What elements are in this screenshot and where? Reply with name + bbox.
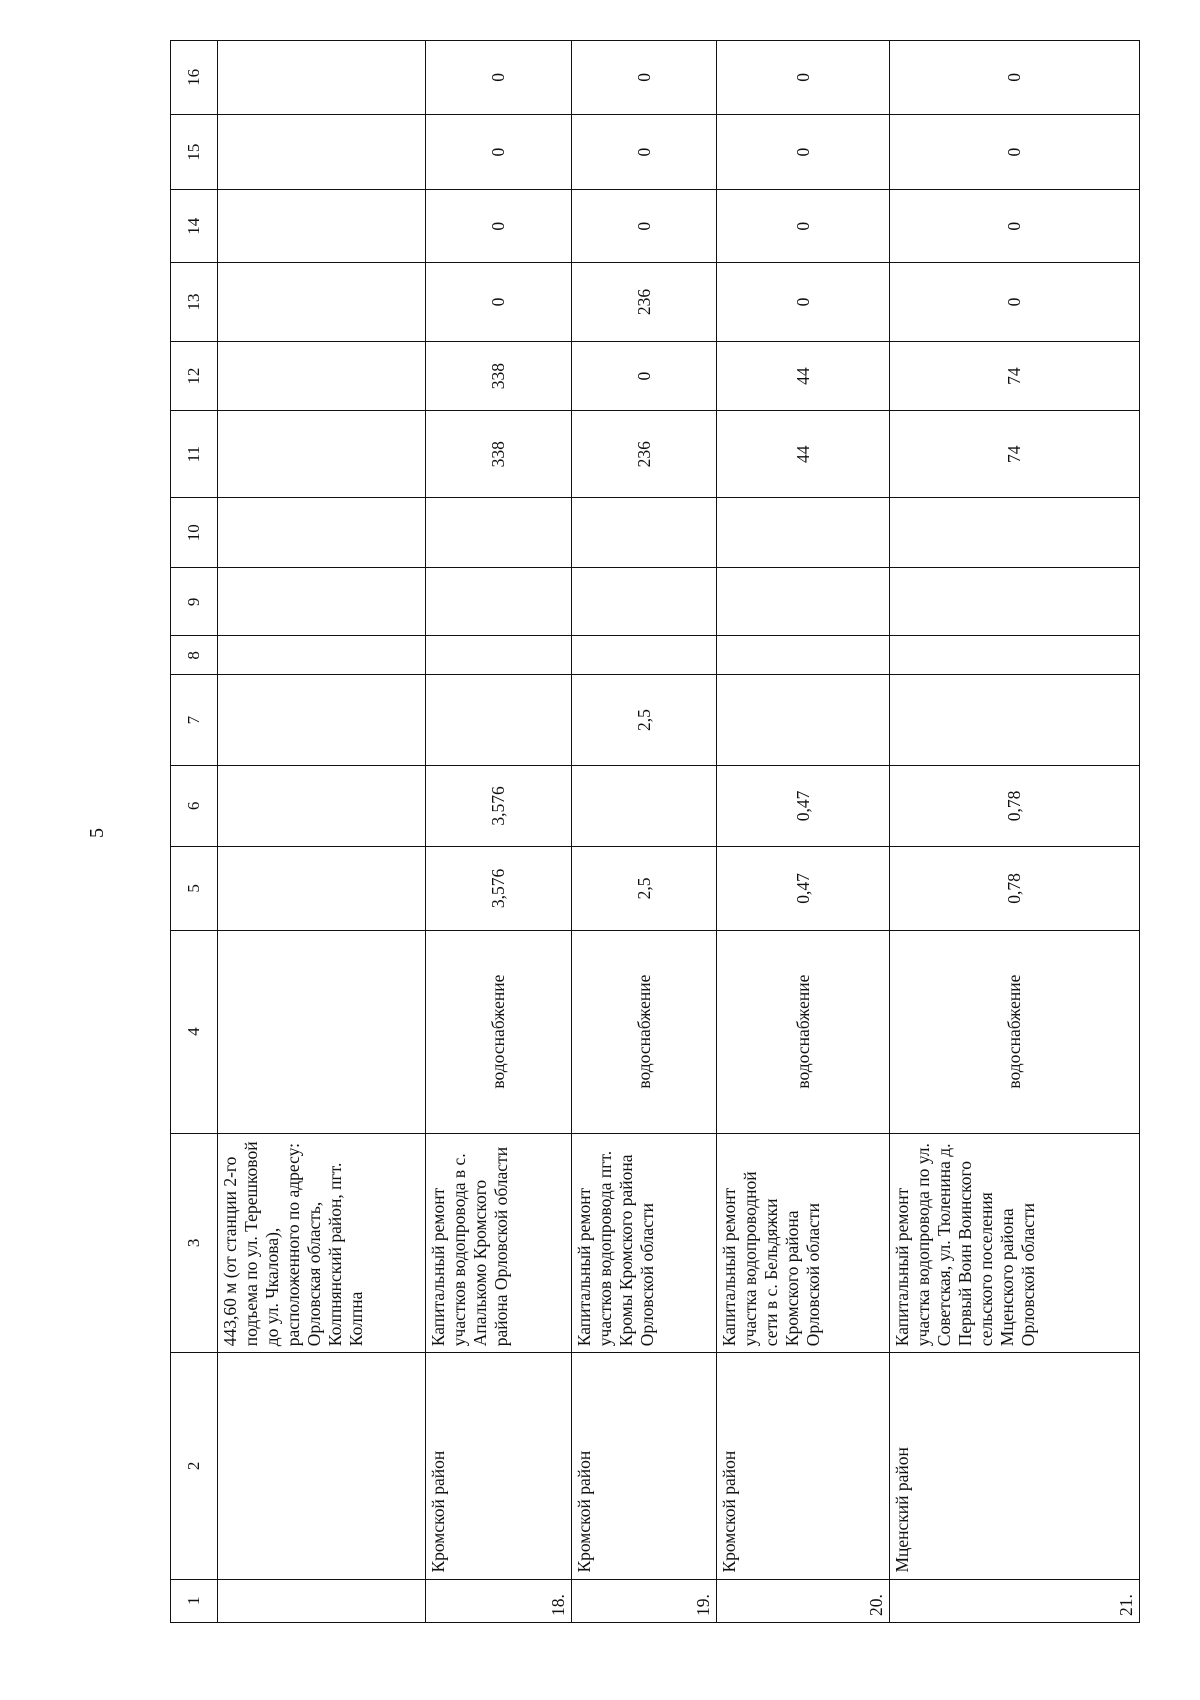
value-cell xyxy=(571,498,717,568)
value-cell: 0 xyxy=(890,114,1140,190)
value-cell xyxy=(717,675,890,765)
service-type-cell: водоснабжение xyxy=(890,930,1140,1133)
column-header: 11 xyxy=(171,411,218,498)
district-cell: Кромской район xyxy=(425,1353,571,1579)
value-cell xyxy=(571,568,717,636)
object-description-cell: Капитальный ремонт участка водопроводной сети в с. Бельдяжки Кромского района Орловской области xyxy=(717,1133,890,1353)
value-cell: 3,576 xyxy=(425,765,571,846)
value-cell: 0 xyxy=(717,190,890,262)
service-type-cell: водоснабжение xyxy=(571,930,717,1133)
column-header: 12 xyxy=(171,342,218,411)
row-number-cell: 21. xyxy=(890,1579,1140,1622)
value-cell: 236 xyxy=(571,411,717,498)
value-cell: 338 xyxy=(425,342,571,411)
column-header: 5 xyxy=(171,847,218,931)
value-cell: 0,78 xyxy=(890,765,1140,846)
value-cell: 0 xyxy=(571,41,717,115)
value-cell xyxy=(217,847,425,931)
value-cell xyxy=(425,568,571,636)
object-description-cell: Капитальный ремонт участков водопровода в с. Апалькомо Кромского района Орловской области xyxy=(425,1133,571,1353)
column-header: 1 xyxy=(171,1579,218,1622)
value-cell: 2,5 xyxy=(571,675,717,765)
value-cell: 0 xyxy=(425,114,571,190)
value-cell xyxy=(717,498,890,568)
value-cell xyxy=(217,114,425,190)
value-cell xyxy=(217,675,425,765)
value-cell: 2,5 xyxy=(571,847,717,931)
table-row xyxy=(425,41,571,1623)
value-cell: 74 xyxy=(890,411,1140,498)
column-header: 3 xyxy=(171,1133,218,1353)
value-cell xyxy=(217,262,425,341)
value-cell xyxy=(890,636,1140,675)
column-header: 13 xyxy=(171,262,218,341)
value-cell: 0,78 xyxy=(890,847,1140,931)
value-cell xyxy=(571,765,717,846)
page-number: 5 xyxy=(86,828,108,838)
value-cell: 0 xyxy=(425,190,571,262)
value-cell: 0,47 xyxy=(717,765,890,846)
value-cell xyxy=(890,675,1140,765)
table-row xyxy=(571,41,717,1623)
value-cell: 0 xyxy=(425,41,571,115)
column-header: 15 xyxy=(171,114,218,190)
column-header: 7 xyxy=(171,675,218,765)
district-cell: Мценский район xyxy=(890,1353,1140,1579)
value-cell xyxy=(425,636,571,675)
value-cell: 0 xyxy=(717,41,890,115)
value-cell: 0,47 xyxy=(717,847,890,931)
column-header: 6 xyxy=(171,765,218,846)
service-type-cell: водоснабжение xyxy=(425,930,571,1133)
table-row xyxy=(890,41,1140,1623)
value-cell: 44 xyxy=(717,342,890,411)
row-number-cell: 19. xyxy=(571,1579,717,1622)
row-number-cell xyxy=(217,1579,425,1622)
value-cell xyxy=(217,765,425,846)
table-row xyxy=(217,41,425,1623)
column-number-row xyxy=(171,41,218,1623)
value-cell: 44 xyxy=(717,411,890,498)
value-cell: 0 xyxy=(717,262,890,341)
rotated-table-container xyxy=(170,40,1140,1623)
row-number-cell: 18. xyxy=(425,1579,571,1622)
value-cell xyxy=(890,498,1140,568)
object-description-cell: Капитальный ремонт участков водопровода пгт. Кромы Кромского района Орловской области xyxy=(571,1133,717,1353)
value-cell: 338 xyxy=(425,411,571,498)
column-header: 8 xyxy=(171,636,218,675)
value-cell: 3,576 xyxy=(425,847,571,931)
value-cell: 0 xyxy=(571,190,717,262)
value-cell xyxy=(717,568,890,636)
district-cell: Кромской район xyxy=(717,1353,890,1579)
service-type-cell xyxy=(217,930,425,1133)
district-cell: Кромской район xyxy=(571,1353,717,1579)
table-row xyxy=(717,41,890,1623)
object-description-cell: 443,60 м (от станции 2-го подъема по ул. Терешковой до ул. Чкалова), расположенного по адресу: Орловская область, Колпнянский район, пгт. Колпна xyxy=(217,1133,425,1353)
value-cell xyxy=(890,568,1140,636)
value-cell xyxy=(217,190,425,262)
value-cell: 0 xyxy=(890,41,1140,115)
value-cell xyxy=(217,636,425,675)
service-type-cell: водоснабжение xyxy=(717,930,890,1133)
value-cell: 0 xyxy=(890,262,1140,341)
column-header: 16 xyxy=(171,41,218,115)
value-cell xyxy=(217,568,425,636)
district-cell xyxy=(217,1353,425,1579)
table-body xyxy=(171,41,1140,1623)
column-header: 2 xyxy=(171,1353,218,1579)
value-cell xyxy=(717,636,890,675)
value-cell: 0 xyxy=(717,114,890,190)
column-header: 9 xyxy=(171,568,218,636)
row-number-cell: 20. xyxy=(717,1579,890,1622)
value-cell: 0 xyxy=(890,190,1140,262)
value-cell xyxy=(425,498,571,568)
value-cell xyxy=(217,41,425,115)
value-cell xyxy=(571,636,717,675)
value-cell: 0 xyxy=(571,342,717,411)
value-cell xyxy=(425,675,571,765)
data-table xyxy=(170,40,1140,1623)
value-cell: 0 xyxy=(571,114,717,190)
object-description-cell: Капитальный ремонт участка водопровода по ул. Советская, ул. Тюленина д. Первый Воин Воинского сельского поселения Мценского района Орловской области xyxy=(890,1133,1140,1353)
value-cell: 0 xyxy=(425,262,571,341)
value-cell: 236 xyxy=(571,262,717,341)
value-cell: 74 xyxy=(890,342,1140,411)
value-cell xyxy=(217,411,425,498)
column-header: 10 xyxy=(171,498,218,568)
value-cell xyxy=(217,342,425,411)
value-cell xyxy=(217,498,425,568)
column-header: 4 xyxy=(171,930,218,1133)
column-header: 14 xyxy=(171,190,218,262)
